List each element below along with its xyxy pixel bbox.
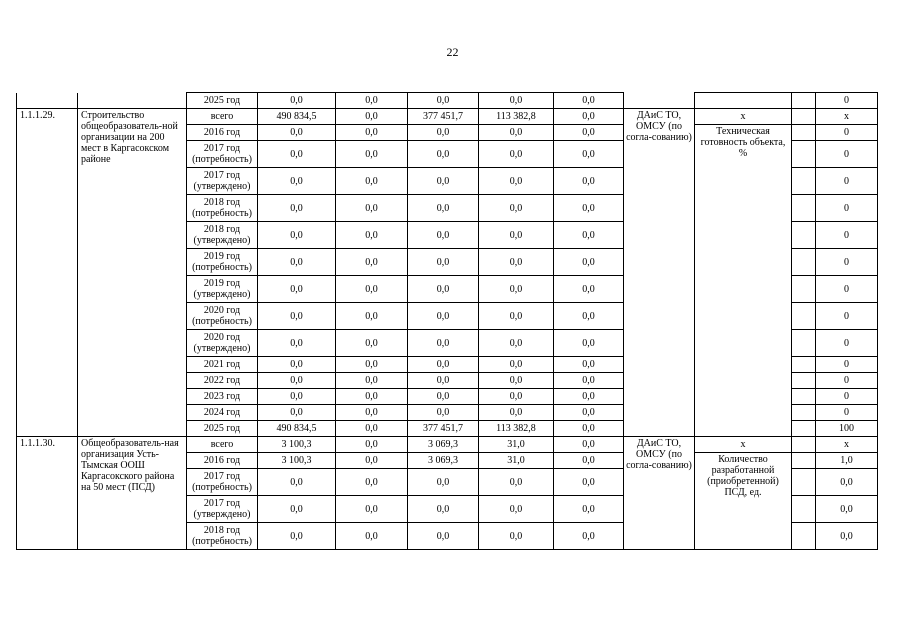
indicator-value-cell: 100	[816, 421, 878, 437]
indicator-value-cell: 0	[816, 357, 878, 373]
value-cell: 0,0	[479, 357, 554, 373]
indicator-value-cell: 0,0	[816, 523, 878, 550]
value-cell: 0,0	[554, 437, 624, 453]
value-cell: 0,0	[258, 496, 336, 523]
value-cell: 0,0	[336, 437, 408, 453]
value-cell: 0,0	[554, 469, 624, 496]
spacer-cell	[792, 496, 816, 523]
value-cell: 0,0	[554, 109, 624, 125]
value-cell: 0,0	[336, 469, 408, 496]
value-cell: 0,0	[336, 222, 408, 249]
table-row	[17, 93, 878, 109]
value-cell: 113 382,8	[479, 109, 554, 125]
year-cell: 2021 год	[187, 357, 258, 373]
table-row	[17, 109, 878, 125]
year-cell: 2017 год (потребность)	[187, 469, 258, 496]
value-cell: 0,0	[408, 496, 479, 523]
spacer-cell	[792, 469, 816, 496]
value-cell: 0,0	[554, 141, 624, 168]
indicator-value-cell: 0,0	[816, 496, 878, 523]
value-cell: 0,0	[554, 373, 624, 389]
year-cell: 2018 год (потребность)	[187, 195, 258, 222]
value-cell: 0,0	[479, 141, 554, 168]
indicator-value-cell: 0	[816, 389, 878, 405]
table-row	[17, 437, 878, 453]
value-cell: 0,0	[258, 93, 336, 109]
value-cell: 0,0	[554, 249, 624, 276]
indicator-total: x	[695, 109, 792, 125]
value-cell: 0,0	[554, 357, 624, 373]
value-cell: 0,0	[408, 330, 479, 357]
value-cell: 0,0	[479, 249, 554, 276]
value-cell: 0,0	[408, 249, 479, 276]
value-cell: 0,0	[408, 93, 479, 109]
value-cell: 0,0	[554, 523, 624, 550]
indicator-value-cell: 0	[816, 222, 878, 249]
value-cell: 0,0	[336, 249, 408, 276]
value-cell: 0,0	[408, 222, 479, 249]
value-cell: 0,0	[258, 222, 336, 249]
year-cell: 2023 год	[187, 389, 258, 405]
spacer-cell	[792, 437, 816, 453]
value-cell: 0,0	[336, 453, 408, 469]
spacer-cell	[792, 195, 816, 222]
year-cell: всего	[187, 437, 258, 453]
value-cell: 0,0	[479, 222, 554, 249]
value-cell: 0,0	[479, 125, 554, 141]
value-cell: 0,0	[408, 168, 479, 195]
indicator-value-cell: 0	[816, 93, 878, 109]
value-cell: 0,0	[554, 222, 624, 249]
executor-cell: ДАиС ТО, ОМСУ (по согла-сованию)	[624, 437, 695, 550]
indicator-value-cell: 0	[816, 141, 878, 168]
indicator-value-cell: 0	[816, 373, 878, 389]
value-cell: 0,0	[408, 303, 479, 330]
item-code: 1.1.1.29.	[17, 109, 78, 437]
value-cell: 0,0	[479, 303, 554, 330]
value-cell: 0,0	[479, 93, 554, 109]
value-cell: 0,0	[554, 421, 624, 437]
value-cell: 0,0	[554, 330, 624, 357]
value-cell: 31,0	[479, 437, 554, 453]
year-cell: 2022 год	[187, 373, 258, 389]
spacer-cell	[792, 523, 816, 550]
year-cell: 2018 год (потребность)	[187, 523, 258, 550]
year-cell: 2024 год	[187, 405, 258, 421]
value-cell: 0,0	[258, 373, 336, 389]
indicator-value-cell: 0	[816, 276, 878, 303]
value-cell: 0,0	[336, 195, 408, 222]
value-cell: 0,0	[408, 195, 479, 222]
value-cell: 0,0	[336, 93, 408, 109]
indicator-name-cell	[695, 93, 792, 109]
value-cell: 0,0	[479, 168, 554, 195]
indicator-value-cell: 0	[816, 330, 878, 357]
value-cell: 0,0	[479, 330, 554, 357]
year-cell: 2025 год	[187, 93, 258, 109]
spacer-cell	[792, 93, 816, 109]
year-cell: 2020 год (утверждено)	[187, 330, 258, 357]
year-cell: 2016 год	[187, 453, 258, 469]
value-cell: 0,0	[336, 523, 408, 550]
spacer-cell	[792, 357, 816, 373]
value-cell: 0,0	[479, 469, 554, 496]
value-cell: 0,0	[554, 453, 624, 469]
value-cell: 0,0	[336, 276, 408, 303]
value-cell: 0,0	[258, 141, 336, 168]
value-cell: 3 069,3	[408, 437, 479, 453]
value-cell: 0,0	[408, 125, 479, 141]
value-cell: 0,0	[336, 168, 408, 195]
executor-cell	[624, 93, 695, 109]
value-cell: 0,0	[554, 168, 624, 195]
value-cell: 0,0	[258, 357, 336, 373]
indicator-name: Количество разработанной (приобретенной) ПСД, ед.	[695, 453, 792, 550]
value-cell: 3 100,3	[258, 437, 336, 453]
indicator-value-cell: x	[816, 109, 878, 125]
value-cell: 0,0	[479, 405, 554, 421]
year-cell: 2018 год (утверждено)	[187, 222, 258, 249]
value-cell: 0,0	[479, 389, 554, 405]
value-cell: 0,0	[336, 109, 408, 125]
value-cell: 0,0	[408, 357, 479, 373]
value-cell: 0,0	[336, 373, 408, 389]
indicator-value-cell: 0	[816, 303, 878, 330]
value-cell: 0,0	[479, 373, 554, 389]
value-cell: 0,0	[479, 496, 554, 523]
value-cell: 0,0	[479, 195, 554, 222]
value-cell: 0,0	[258, 405, 336, 421]
value-cell: 0,0	[336, 125, 408, 141]
spacer-cell	[792, 276, 816, 303]
executor-cell: ДАиС ТО, ОМСУ (по согла-сованию)	[624, 109, 695, 437]
year-cell: 2019 год (утверждено)	[187, 276, 258, 303]
year-cell: 2025 год	[187, 421, 258, 437]
value-cell: 0,0	[258, 389, 336, 405]
spacer-cell	[792, 141, 816, 168]
value-cell: 0,0	[554, 125, 624, 141]
spacer-cell	[792, 303, 816, 330]
year-cell: 2016 год	[187, 125, 258, 141]
value-cell: 0,0	[479, 523, 554, 550]
indicator-value-cell: 1,0	[816, 453, 878, 469]
spacer-cell	[792, 373, 816, 389]
value-cell: 0,0	[258, 168, 336, 195]
year-cell: 2017 год (утверждено)	[187, 168, 258, 195]
spacer-cell	[792, 453, 816, 469]
year-cell: всего	[187, 109, 258, 125]
value-cell: 0,0	[336, 357, 408, 373]
value-cell: 0,0	[258, 195, 336, 222]
value-cell: 0,0	[336, 330, 408, 357]
code-cell	[17, 93, 78, 109]
value-cell: 0,0	[258, 330, 336, 357]
spacer-cell	[792, 421, 816, 437]
value-cell: 113 382,8	[479, 421, 554, 437]
indicator-value-cell: 0	[816, 249, 878, 276]
indicator-value-cell: 0	[816, 125, 878, 141]
value-cell: 0,0	[336, 405, 408, 421]
value-cell: 0,0	[408, 389, 479, 405]
spacer-cell	[792, 222, 816, 249]
year-cell: 2017 год (потребность)	[187, 141, 258, 168]
value-cell: 0,0	[408, 523, 479, 550]
year-cell: 2019 год (потребность)	[187, 249, 258, 276]
value-cell: 31,0	[479, 453, 554, 469]
value-cell: 0,0	[336, 496, 408, 523]
value-cell: 0,0	[554, 276, 624, 303]
value-cell: 0,0	[258, 469, 336, 496]
spacer-cell	[792, 389, 816, 405]
value-cell: 0,0	[554, 496, 624, 523]
page-number: 22	[446, 45, 459, 59]
name-cell	[78, 93, 187, 109]
value-cell: 0,0	[336, 141, 408, 168]
value-cell: 0,0	[554, 389, 624, 405]
item-name: Общеобразователь-ная организация Усть-Тымская ООШ Каргасокского района на 50 мест (ПСД)	[78, 437, 187, 550]
value-cell: 0,0	[258, 249, 336, 276]
indicator-name: Техническая готовность объекта, %	[695, 125, 792, 437]
value-cell: 0,0	[258, 303, 336, 330]
indicator-value-cell: 0	[816, 195, 878, 222]
value-cell: 0,0	[479, 276, 554, 303]
indicator-value-cell: 0,0	[816, 469, 878, 496]
value-cell: 3 069,3	[408, 453, 479, 469]
indicator-total: x	[695, 437, 792, 453]
indicator-value-cell: 0	[816, 168, 878, 195]
indicator-value-cell: x	[816, 437, 878, 453]
indicator-value-cell: 0	[816, 405, 878, 421]
year-cell: 2020 год (потребность)	[187, 303, 258, 330]
value-cell: 0,0	[554, 303, 624, 330]
spacer-cell	[792, 109, 816, 125]
program-table	[16, 92, 878, 550]
value-cell: 3 100,3	[258, 453, 336, 469]
value-cell: 377 451,7	[408, 109, 479, 125]
spacer-cell	[792, 330, 816, 357]
spacer-cell	[792, 125, 816, 141]
value-cell: 0,0	[554, 405, 624, 421]
spacer-cell	[792, 168, 816, 195]
value-cell: 0,0	[258, 523, 336, 550]
spacer-cell	[792, 405, 816, 421]
value-cell: 0,0	[554, 195, 624, 222]
value-cell: 0,0	[336, 303, 408, 330]
value-cell: 0,0	[554, 93, 624, 109]
value-cell: 0,0	[258, 276, 336, 303]
item-name: Строительство общеобразователь-ной организации на 200 мест в Каргасокском районе	[78, 109, 187, 437]
value-cell: 0,0	[408, 141, 479, 168]
value-cell: 490 834,5	[258, 421, 336, 437]
value-cell: 0,0	[408, 373, 479, 389]
value-cell: 0,0	[336, 389, 408, 405]
year-cell: 2017 год (утверждено)	[187, 496, 258, 523]
spacer-cell	[792, 249, 816, 276]
value-cell: 0,0	[408, 469, 479, 496]
value-cell: 0,0	[336, 421, 408, 437]
value-cell: 0,0	[408, 276, 479, 303]
value-cell: 0,0	[408, 405, 479, 421]
item-code: 1.1.1.30.	[17, 437, 78, 550]
value-cell: 490 834,5	[258, 109, 336, 125]
value-cell: 0,0	[258, 125, 336, 141]
value-cell: 377 451,7	[408, 421, 479, 437]
